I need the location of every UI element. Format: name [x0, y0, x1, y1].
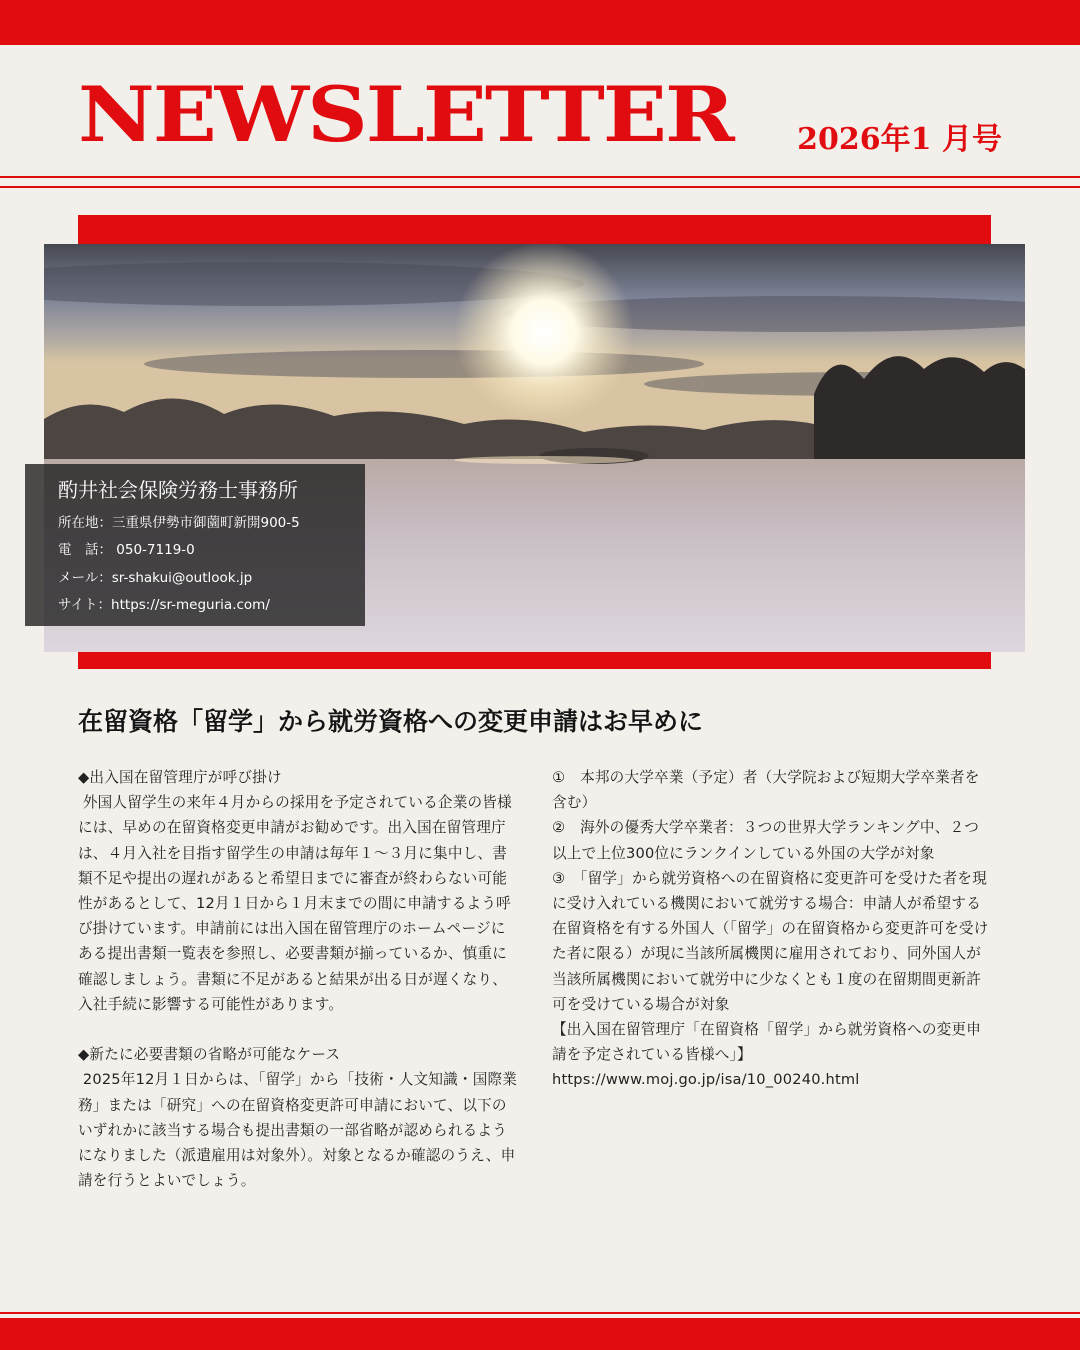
contact-info-box: [25, 464, 365, 626]
paragraph-ministry-call: 外国人留学生の来年４月からの採用を予定されている企業の皆様には、早めの在留資格変更申請がお勧めです。出入国在留管理庁は、４月入社を目指す留学生の申請は毎年１～３月に集中し、書類不足や提出の遅れがあると希望日までに審査が終わらない可能性があるとして、12月１日から１月末までの間に申請するよう呼び掛けています。申請前には出入国在留管理庁のホームページにある提出書類一覧表を参照し、必要書類が揃っているか、慎重に確認しましょう。書類に不足があると結果が出る日が遅くなり、入社手続に影響する可能性があります。: [78, 794, 512, 1013]
list-item-domestic-graduates: ① 本邦の大学卒業（予定）者（大学院および短期大学卒業者を含む）: [552, 769, 980, 812]
footer-rule: [0, 1312, 1080, 1314]
office-website[interactable]: サイト：https://sr-meguria.com/: [58, 597, 270, 613]
reference-title: 【出入国在留管理庁「在留資格「留学」から就労資格への変更申請を予定されている皆様へ」】: [552, 1021, 982, 1064]
header-rule-bottom: [0, 186, 1080, 188]
bottom-red-band: [0, 1318, 1080, 1350]
office-phone: 電 話： 050-7119-0: [58, 542, 195, 558]
issue-date: 2026年1 月号: [797, 122, 1002, 157]
article-left-column: [78, 765, 518, 1193]
office-name: 酌井社会保険労務士事務所: [58, 478, 298, 502]
office-email[interactable]: メール：sr-shakui@outlook.jp: [58, 570, 253, 586]
section-heading-document-omission: ◆新たに必要書類の省略が可能なケース: [78, 1046, 341, 1064]
list-item-overseas-graduates: ② 海外の優秀大学卒業者：３つの世界大学ランキング中、２つ以上で上位300位にランクインしている外国の大学が対象: [552, 819, 980, 862]
paragraph-document-omission: 2025年12月１日からは、「留学」から「技術・人文知識・国際業務」または「研究」への在留資格変更許可申請において、以下のいずれかに該当する場合も提出書類の一部省略が認められるようになりました（派遣雇用は対象外）。対象となるか確認のうえ、申請を行うとよいでしょう。: [78, 1071, 518, 1190]
article-right-column: [552, 765, 992, 1093]
office-address: 所在地：三重県伊勢市御薗町新開900-5: [58, 515, 300, 531]
list-item-accepting-organization: ③ 「留学」から就労資格への在留資格に変更許可を受けた者を現に受け入れている機関において就労する場合：申請人が希望する在留資格を有する外国人（「留学」の在留資格から変更許可を受けた者に限る）が現に当該所属機関に雇用されており、同外国人が当該所属機関において就労中に少なくとも１度の在留期間更新許可を受けている場合が対象: [552, 869, 989, 1013]
masthead-title: NEWSLETTER: [78, 70, 733, 160]
article-title: 在留資格「留学」から就労資格への変更申請はお早めに: [78, 707, 704, 736]
paragraph-spacer: [78, 1017, 518, 1042]
header-rule-top: [0, 176, 1080, 178]
section-heading-ministry-call: ◆出入国在留管理庁が呼び掛け: [78, 769, 282, 786]
top-red-band: [0, 0, 1080, 45]
reference-url[interactable]: https://www.moj.go.jp/isa/10_00240.html: [552, 1071, 860, 1089]
